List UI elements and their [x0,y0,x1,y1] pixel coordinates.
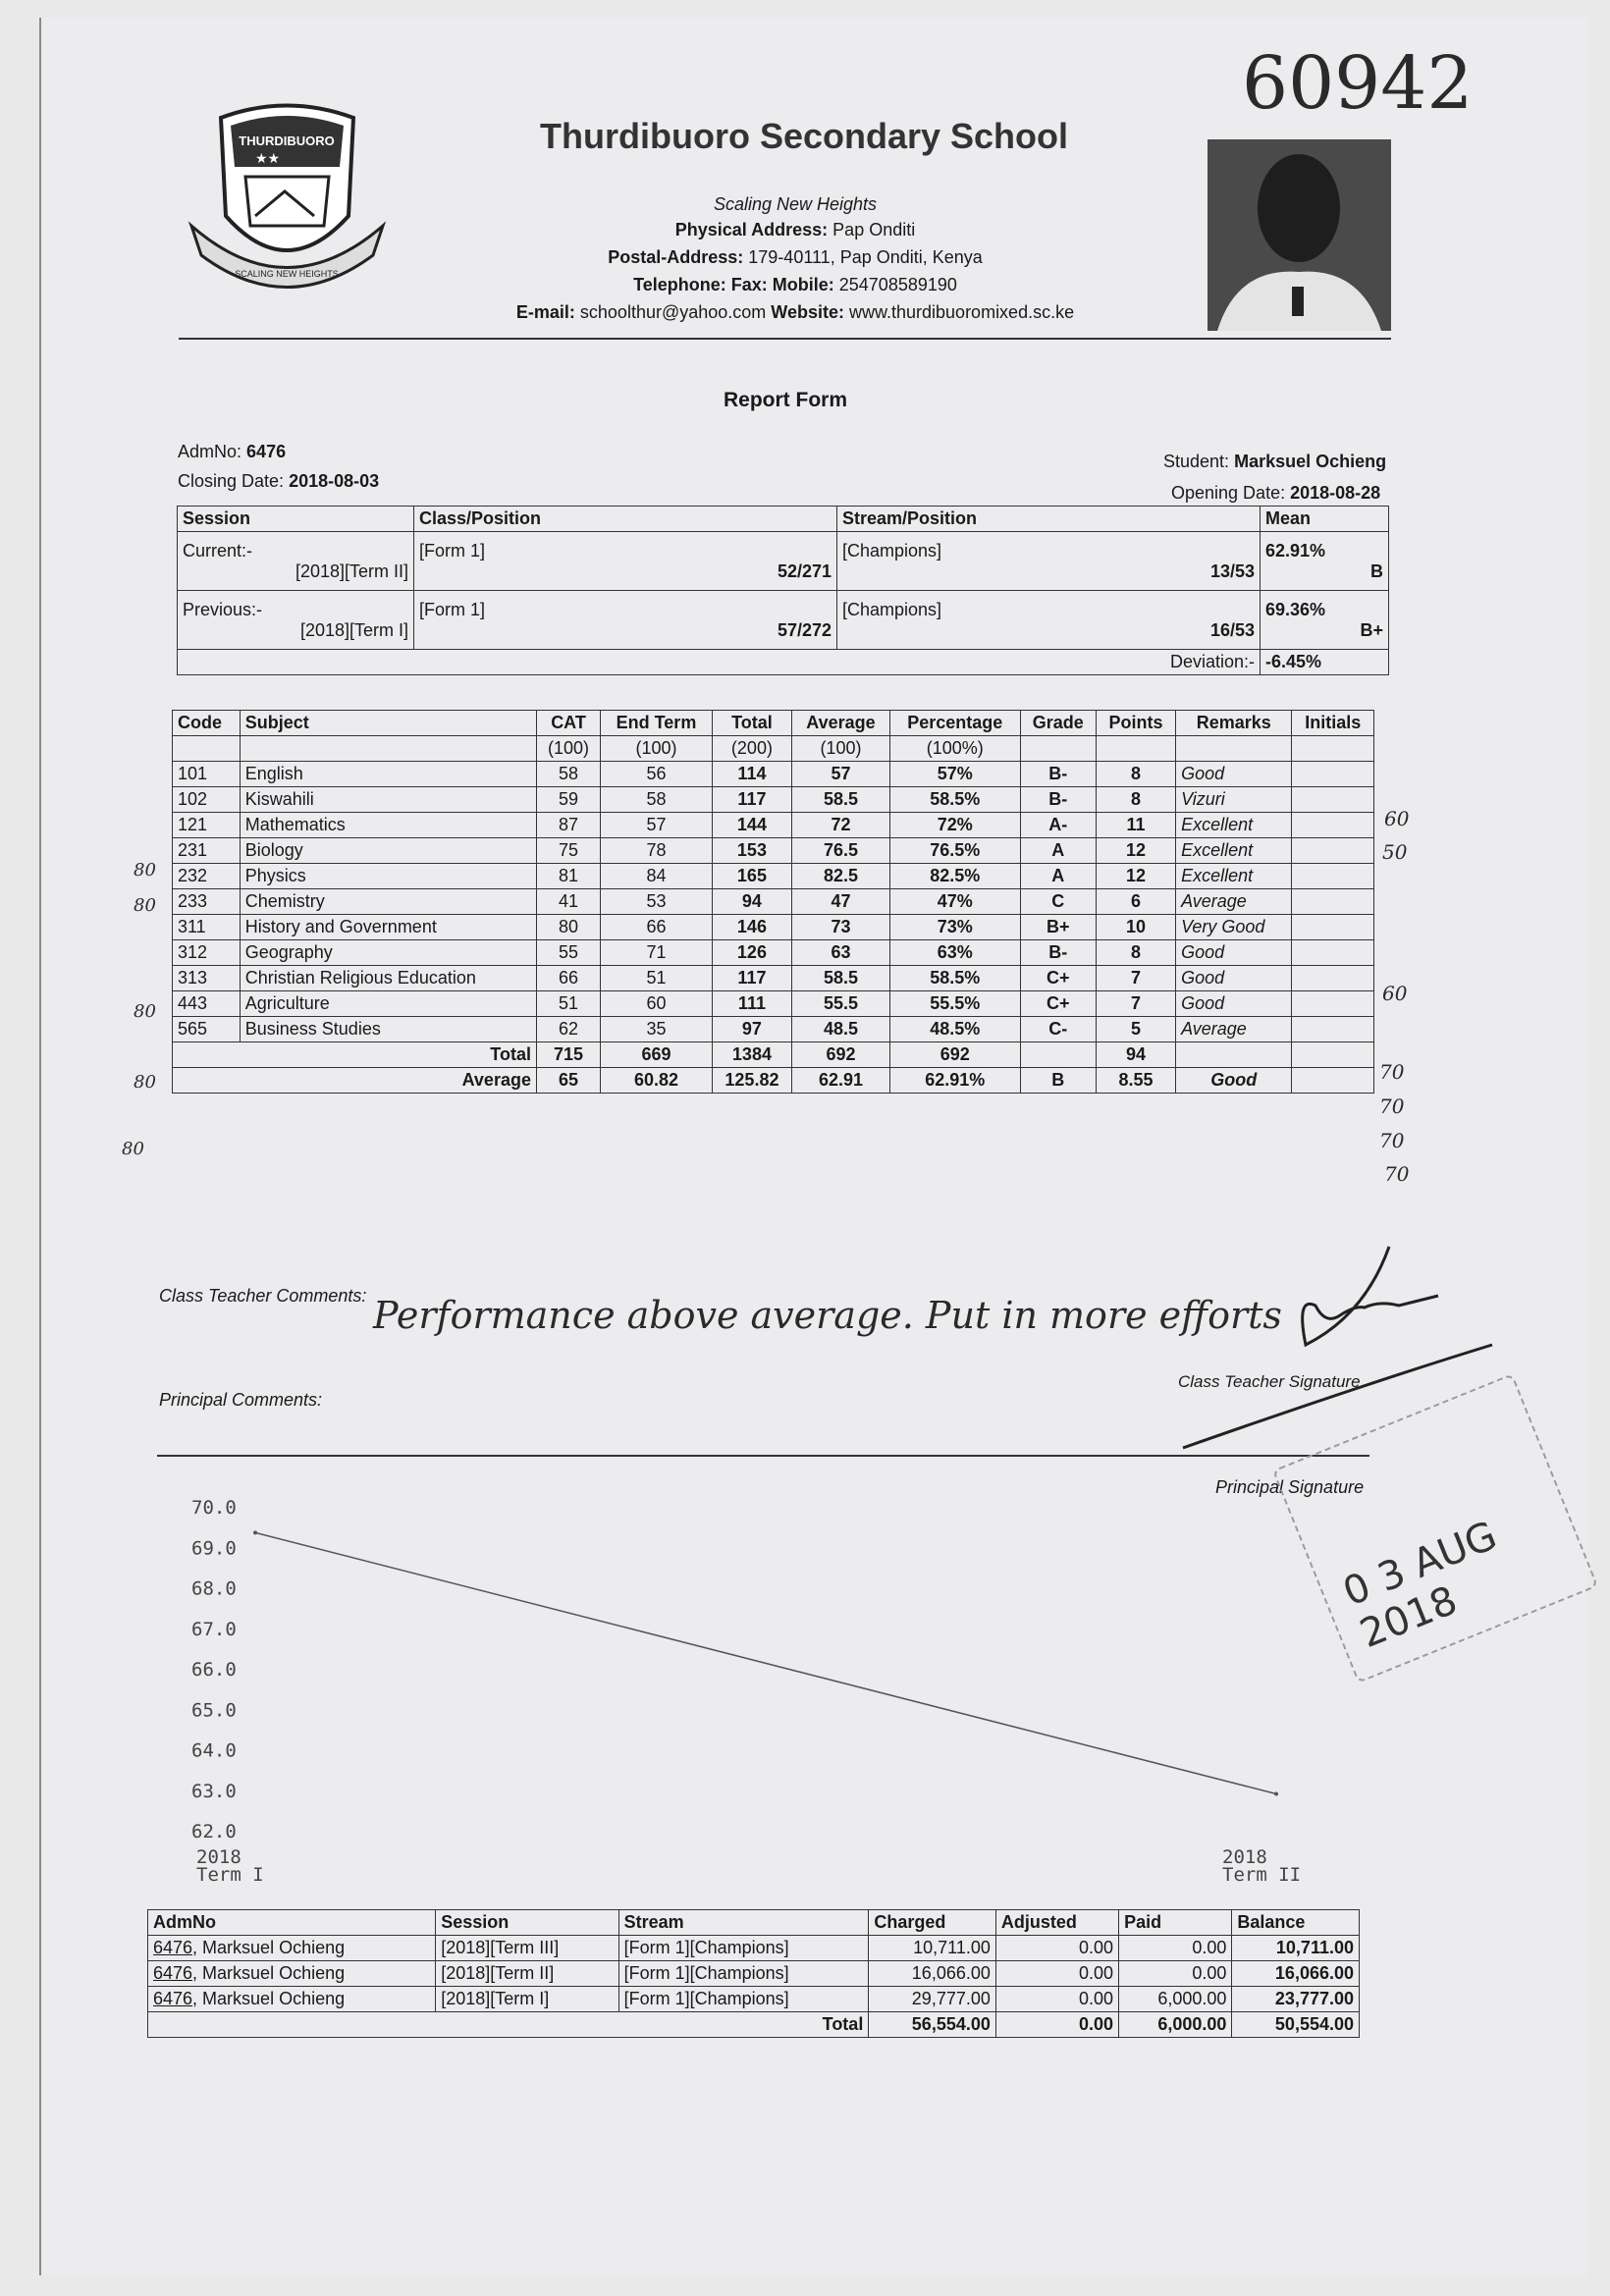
data-point [253,1530,257,1534]
fees-total-balance: 50,554.00 [1232,2012,1360,2038]
fees-cell-session: [2018][Term I] [436,1987,618,2012]
marks-cell-pct: 57% [889,762,1020,787]
marks-cell-total: 153 [712,838,791,864]
marks-cell-grade: A- [1020,813,1096,838]
closing-date: Closing Date: 2018-08-03 [178,471,380,491]
marks-row [173,966,1374,991]
marks-cell-initials [1292,889,1374,915]
marks-header-cell: Total [712,711,791,736]
marks-cell-subject: Chemistry [240,889,536,915]
marks-header-cell: Points [1097,711,1176,736]
marks-cell-code: 313 [173,966,241,991]
fees-cell-admno [148,1987,436,2012]
marks-subheader-cell [173,736,241,762]
fees-cell-paid: 0.00 [1119,1936,1232,1961]
fees-cell-adjusted: 0.00 [995,1961,1118,1987]
fees-student-name: , Marksuel Ochieng [192,1963,346,1983]
marks-cell-grade: B- [1020,787,1096,813]
fees-cell-charged: 10,711.00 [869,1936,996,1961]
session-cell: Current:- [2018][Term II] [178,532,414,591]
fees-cell-admno [148,1961,436,1987]
school-name: Thurdibuoro Secondary School [540,116,1069,156]
fees-header-cell: AdmNo [148,1910,436,1936]
fees-cell-admno [148,1936,436,1961]
session-header: Session [178,507,414,532]
marks-row [173,889,1374,915]
marks-cell-cat: 81 [536,864,600,889]
marks-row [173,991,1374,1017]
marks-cell-cat: 80 [536,915,600,940]
class-teacher-comment: Performance above average. Put in more efforts [373,1294,1282,1337]
deviation-label: Deviation:- [178,650,1261,675]
marks-cell-end: 51 [601,966,713,991]
marks-cell-points: 7 [1097,966,1176,991]
marks-row [173,813,1374,838]
svg-text:★★: ★★ [255,151,281,167]
marks-cell-initials [1292,915,1374,940]
marks-subheader-cell: (100) [601,736,713,762]
marks-cell-end: 35 [601,1017,713,1042]
marks-cell-avg: 72 [792,813,890,838]
marks-summary-cat: 65 [536,1068,600,1094]
y-tick-label: 63.0 [191,1780,237,1802]
marks-row [173,762,1374,787]
class-position-header: Class/Position [414,507,837,532]
fees-cell-stream: [Form 1][Champions] [618,1987,869,2012]
marks-cell-avg: 76.5 [792,838,890,864]
marks-cell-grade: B+ [1020,915,1096,940]
marks-cell-grade: C+ [1020,991,1096,1017]
marks-header-cell: Subject [240,711,536,736]
marks-cell-total: 146 [712,915,791,940]
fees-adm-link[interactable]: 6476 [153,1963,193,1983]
margin-note: 80 [122,1139,144,1159]
marks-subheader-cell [1020,736,1096,762]
marks-cell-cat: 51 [536,991,600,1017]
marks-cell-avg: 73 [792,915,890,940]
marks-cell-code: 121 [173,813,241,838]
marks-cell-total: 144 [712,813,791,838]
marks-summary-remarks: Good [1176,1068,1292,1094]
marks-cell-subject: Mathematics [240,813,536,838]
marks-summary-grade [1020,1042,1096,1068]
marks-cell-initials [1292,762,1374,787]
principal-comments-label: Principal Comments: [159,1390,323,1410]
marks-cell-total: 94 [712,889,791,915]
form-title: Report Form [724,389,847,411]
marks-cell-avg: 57 [792,762,890,787]
physical-address: Physical Address: Pap Onditi [674,220,916,240]
y-tick-label: 62.0 [191,1821,237,1842]
stream-position-header: Stream/Position [837,507,1261,532]
marks-cell-grade: A [1020,838,1096,864]
marks-cell-pct: 73% [889,915,1020,940]
class-teacher-comments-label: Class Teacher Comments: [159,1286,367,1306]
fees-cell-session: [2018][Term III] [436,1936,618,1961]
y-tick-label: 65.0 [191,1699,237,1722]
series-line [255,1532,1276,1793]
margin-note: 70 [1384,1162,1410,1186]
marks-summary-label: Average [173,1068,537,1094]
fees-header-cell: Paid [1119,1910,1232,1936]
header-divider [179,338,1391,340]
marks-subheader-cell [1097,736,1176,762]
x-tick-label: 2018 [196,1846,242,1868]
marks-subheader-cell [1176,736,1292,762]
marks-summary-pct: 692 [889,1042,1020,1068]
stream-cell: [Champions] 16/53 [837,591,1261,650]
mean-cell: 62.91% B [1261,532,1389,591]
marks-row [173,838,1374,864]
marks-cell-remarks: Good [1176,966,1292,991]
marks-header-cell: End Term [601,711,713,736]
marks-cell-initials [1292,787,1374,813]
marks-cell-code: 443 [173,991,241,1017]
marks-cell-avg: 63 [792,940,890,966]
marks-cell-end: 56 [601,762,713,787]
mean-header: Mean [1261,507,1389,532]
marks-cell-subject: Agriculture [240,991,536,1017]
marks-cell-subject: English [240,762,536,787]
email-website: E-mail: schoolthur@yahoo.com Website: www.thurdibuoromixed.sc.ke [515,302,1075,322]
y-tick-label: 66.0 [191,1659,237,1681]
marks-cell-end: 53 [601,889,713,915]
marks-cell-remarks: Good [1176,762,1292,787]
fees-cell-stream: [Form 1][Champions] [618,1936,869,1961]
fees-total-adjusted: 0.00 [995,2012,1118,2038]
marks-summary-end: 669 [601,1042,713,1068]
fees-cell-balance: 23,777.00 [1232,1987,1360,2012]
marks-header-cell: Grade [1020,711,1096,736]
data-point [1274,1791,1278,1795]
fees-header-cell: Balance [1232,1910,1360,1936]
marks-summary-points: 8.55 [1097,1068,1176,1094]
marks-cell-points: 6 [1097,889,1176,915]
fees-adm-link[interactable]: 6476 [153,1938,193,1957]
marks-cell-pct: 48.5% [889,1017,1020,1042]
principal-comment-line [157,1455,1369,1457]
marks-cell-avg: 55.5 [792,991,890,1017]
marks-cell-total: 126 [712,940,791,966]
school-crest-icon [187,98,388,299]
fees-cell-stream: [Form 1][Champions] [618,1961,869,1987]
marks-table [172,710,1374,1094]
marks-cell-code: 232 [173,864,241,889]
fees-row [148,1961,1360,1987]
marks-summary-pct: 62.91% [889,1068,1020,1094]
marks-cell-grade: B- [1020,940,1096,966]
class-cell: [Form 1] 52/271 [414,532,837,591]
marks-cell-end: 71 [601,940,713,966]
student-photo [1208,139,1391,331]
marks-cell-pct: 55.5% [889,991,1020,1017]
session-cell: Previous:- [2018][Term I] [178,591,414,650]
marks-cell-initials [1292,864,1374,889]
marks-summary-total: 125.82 [712,1068,791,1094]
marks-summary-initials [1292,1042,1374,1068]
marks-cell-remarks: Excellent [1176,838,1292,864]
marks-cell-points: 8 [1097,787,1176,813]
marks-cell-subject: Geography [240,940,536,966]
margin-note: 80 [134,895,156,916]
marks-row [173,1017,1374,1042]
marks-cell-end: 66 [601,915,713,940]
margin-note: 80 [134,860,156,881]
marks-cell-code: 231 [173,838,241,864]
marks-cell-initials [1292,1017,1374,1042]
marks-summary-total: 1384 [712,1042,791,1068]
marks-cell-pct: 82.5% [889,864,1020,889]
marks-header-cell: Remarks [1176,711,1292,736]
marks-cell-end: 78 [601,838,713,864]
fees-total-label: Total [148,2012,869,2038]
marks-cell-points: 8 [1097,940,1176,966]
stream-cell: [Champions] 13/53 [837,532,1261,591]
marks-cell-pct: 47% [889,889,1020,915]
marks-subheader-cell: (100%) [889,736,1020,762]
marks-cell-remarks: Excellent [1176,813,1292,838]
adm-no: AdmNo: 6476 [178,442,287,461]
marks-cell-pct: 58.5% [889,787,1020,813]
marks-cell-initials [1292,838,1374,864]
marks-cell-cat: 66 [536,966,600,991]
margin-note: 50 [1382,840,1408,864]
marks-row [173,915,1374,940]
y-tick-label: 64.0 [191,1739,237,1762]
student-name: Student: Marksuel Ochieng [1163,452,1387,471]
marks-cell-code: 102 [173,787,241,813]
marks-cell-end: 60 [601,991,713,1017]
fees-row [148,1987,1360,2012]
marks-subheader-cell: (100) [536,736,600,762]
marks-summary-initials [1292,1068,1374,1094]
marks-cell-cat: 59 [536,787,600,813]
marks-cell-points: 12 [1097,838,1176,864]
fees-total-paid: 6,000.00 [1119,2012,1232,2038]
marks-header-cell: Percentage [889,711,1020,736]
marks-summary-cat: 715 [536,1042,600,1068]
marks-cell-remarks: Average [1176,1017,1292,1042]
marks-cell-grade: A [1020,864,1096,889]
fees-header-cell: Session [436,1910,618,1936]
fees-cell-paid: 0.00 [1119,1961,1232,1987]
fees-student-name: , Marksuel Ochieng [192,1989,346,2008]
y-tick-label: 67.0 [191,1618,237,1640]
marks-cell-subject: Christian Religious Education [240,966,536,991]
school-motto: Scaling New Heights [713,194,878,214]
marks-cell-avg: 82.5 [792,864,890,889]
fees-cell-charged: 29,777.00 [869,1987,996,2012]
marks-average-row [173,1068,1374,1094]
marks-cell-initials [1292,966,1374,991]
marks-cell-pct: 72% [889,813,1020,838]
marks-cell-grade: C- [1020,1017,1096,1042]
margin-note: 60 [1382,982,1408,1005]
marks-cell-cat: 87 [536,813,600,838]
marks-cell-initials [1292,813,1374,838]
marks-cell-end: 57 [601,813,713,838]
mean-cell: 69.36% B+ [1261,591,1389,650]
marks-cell-avg: 48.5 [792,1017,890,1042]
fees-cell-adjusted: 0.00 [995,1987,1118,2012]
session-table [177,506,1389,675]
marks-cell-remarks: Average [1176,889,1292,915]
marks-cell-avg: 47 [792,889,890,915]
marks-summary-points: 94 [1097,1042,1176,1068]
margin-note: 60 [1384,807,1410,830]
marks-cell-points: 12 [1097,864,1176,889]
marks-cell-subject: Kiswahili [240,787,536,813]
class-teacher-signature-label: Class Teacher Signature [1178,1372,1361,1391]
fees-cell-paid: 6,000.00 [1119,1987,1232,2012]
marks-cell-points: 10 [1097,915,1176,940]
marks-cell-cat: 62 [536,1017,600,1042]
marks-summary-remarks [1176,1042,1292,1068]
marks-cell-pct: 58.5% [889,966,1020,991]
marks-cell-subject: Business Studies [240,1017,536,1042]
margin-note: 70 [1379,1060,1405,1084]
marks-subheader-cell: (200) [712,736,791,762]
marks-cell-pct: 63% [889,940,1020,966]
marks-cell-total: 114 [712,762,791,787]
marks-header-cell: CAT [536,711,600,736]
fees-cell-charged: 16,066.00 [869,1961,996,1987]
marks-cell-remarks: Vizuri [1176,787,1292,813]
marks-cell-total: 117 [712,787,791,813]
marks-cell-points: 7 [1097,991,1176,1017]
marks-cell-total: 111 [712,991,791,1017]
fees-cell-adjusted: 0.00 [995,1936,1118,1961]
fees-cell-balance: 10,711.00 [1232,1936,1360,1961]
marks-subheader-cell [1292,736,1374,762]
margin-note: 80 [134,1001,156,1022]
marks-cell-code: 311 [173,915,241,940]
marks-cell-initials [1292,991,1374,1017]
marks-cell-end: 58 [601,787,713,813]
marks-cell-code: 565 [173,1017,241,1042]
marks-summary-avg: 692 [792,1042,890,1068]
svg-text:THURDIBUORO: THURDIBUORO [239,133,335,148]
marks-cell-points: 11 [1097,813,1176,838]
margin-note: 80 [134,1072,156,1093]
y-tick-label: 69.0 [191,1537,237,1560]
x-tick-label: Term I [196,1864,264,1886]
marks-cell-remarks: Excellent [1176,864,1292,889]
marks-cell-grade: C+ [1020,966,1096,991]
marks-summary-grade: B [1020,1068,1096,1094]
mean-trend-chart [177,1492,1306,1904]
opening-date: Opening Date: 2018-08-28 [1171,483,1381,503]
telephone: Telephone: Fax: Mobile: 254708589190 [633,275,957,294]
marks-cell-remarks: Very Good [1176,915,1292,940]
handwritten-number: 60942 [1242,41,1474,126]
deviation-value: -6.45% [1261,650,1389,675]
marks-row [173,864,1374,889]
date-stamp: 0 3 AUG 2018 [1272,1373,1598,1683]
marks-summary-avg: 62.91 [792,1068,890,1094]
marks-cell-code: 101 [173,762,241,787]
marks-total-row [173,1042,1374,1068]
marks-cell-points: 8 [1097,762,1176,787]
fees-row [148,1936,1360,1961]
fees-total-row [148,2012,1360,2038]
marks-cell-subject: Physics [240,864,536,889]
marks-cell-total: 117 [712,966,791,991]
margin-note: 70 [1379,1095,1405,1118]
fees-header-cell: Stream [618,1910,869,1936]
svg-text:SCALING NEW HEIGHTS: SCALING NEW HEIGHTS [235,269,339,279]
marks-cell-code: 312 [173,940,241,966]
marks-header-cell: Initials [1292,711,1374,736]
x-tick-label: 2018 [1222,1846,1267,1868]
margin-note: 70 [1379,1129,1405,1152]
marks-cell-grade: B- [1020,762,1096,787]
marks-subheader-cell: (100) [792,736,890,762]
class-cell: [Form 1] 57/272 [414,591,837,650]
marks-cell-subject: Biology [240,838,536,864]
marks-cell-cat: 55 [536,940,600,966]
marks-cell-end: 84 [601,864,713,889]
fees-header-cell: Charged [869,1910,996,1936]
marks-cell-remarks: Good [1176,991,1292,1017]
marks-cell-avg: 58.5 [792,787,890,813]
marks-cell-subject: History and Government [240,915,536,940]
marks-cell-cat: 58 [536,762,600,787]
fees-table [147,1909,1360,2038]
marks-cell-points: 5 [1097,1017,1176,1042]
marks-header-cell: Code [173,711,241,736]
postal-address: Postal-Address: 179-40111, Pap Onditi, Kenya [608,247,983,267]
marks-cell-total: 97 [712,1017,791,1042]
principal-signature-label: Principal Signature [1215,1477,1365,1497]
fees-cell-session: [2018][Term II] [436,1961,618,1987]
marks-cell-remarks: Good [1176,940,1292,966]
x-tick-label: Term II [1222,1864,1302,1886]
fees-header-cell: Adjusted [995,1910,1118,1936]
fees-total-charged: 56,554.00 [869,2012,996,2038]
fees-adm-link[interactable]: 6476 [153,1989,193,2008]
fees-cell-balance: 16,066.00 [1232,1961,1360,1987]
marks-summary-label: Total [173,1042,537,1068]
marks-cell-cat: 75 [536,838,600,864]
marks-cell-pct: 76.5% [889,838,1020,864]
marks-cell-code: 233 [173,889,241,915]
marks-summary-end: 60.82 [601,1068,713,1094]
marks-row [173,940,1374,966]
marks-cell-cat: 41 [536,889,600,915]
marks-cell-grade: C [1020,889,1096,915]
marks-cell-initials [1292,940,1374,966]
y-tick-label: 70.0 [191,1497,237,1519]
marks-subheader-cell [240,736,536,762]
fees-student-name: , Marksuel Ochieng [192,1938,346,1957]
marks-cell-avg: 58.5 [792,966,890,991]
marks-row [173,787,1374,813]
y-tick-label: 68.0 [191,1577,237,1600]
marks-cell-total: 165 [712,864,791,889]
marks-header-cell: Average [792,711,890,736]
